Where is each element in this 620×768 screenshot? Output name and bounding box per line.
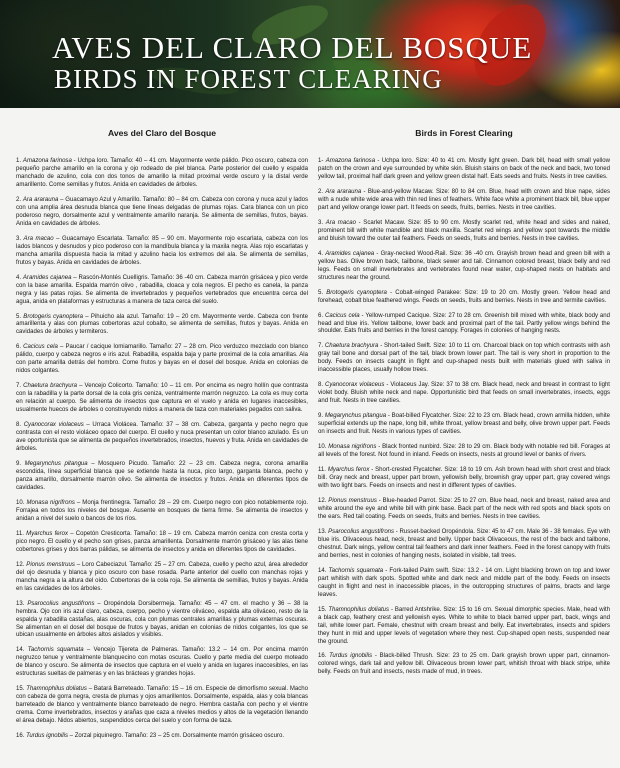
entry-number: 15. <box>16 686 25 693</box>
entry-number: 13. <box>16 600 25 607</box>
species-description: – Guacamayo Azul y Amarillo. Tamaño: 80 – 84 cm. Cabeza con corona y nuca azul y lados con una amplia área desnuda blanca que tiene líneas delgadas de plumas rojas. Cara blanca con un pico poderoso negro, dorsalmente azul y ventralmente amarillo naranja. Se alimenta de semillas, frutos, bayas. Anida en cavidades de árboles. <box>16 196 308 227</box>
species-entry <box>16 733 308 741</box>
spanish-column <box>16 110 308 768</box>
species-description: - Uchpa loro. Tamaño: 40 – 41 cm. Mayormente verde pálido. Pico oscuro, cabeza con pequeño parche amarillo en la corona y ojo rodeado de piel blanca. Parte posterior del cuello y espalda manchado de azulino, cola con dos tonos de amarillo la mitad proximal verde oscuro y la distal verde amarillento. Come semillas y frutos. Anida en cavidades de árboles. <box>16 158 308 188</box>
species-scientific-name: Ara macao <box>23 235 54 242</box>
entry-number: 8. <box>16 422 22 429</box>
species-description: - Uchpa loro. Size: 40 to 41 cm. Mostly light green. Dark bill, head with small yellow patch on the crown and eye surrounded by white skin. Bluish stains on back of the neck and back, two toned yellow tail, proximal half dark green and yellow green distal half. Eats seeds and fruits. Nests in tree cavities. <box>318 158 610 180</box>
english-column <box>318 110 610 768</box>
species-scientific-name: Cyanocorax violaceus <box>325 382 385 389</box>
species-entry <box>318 529 610 561</box>
species-description: - Yellow-rumped Cacique. Size: 27 to 28 cm. Greenish bill mixed with white, black body and head and blue iris. Yellow tailbone, lower back and proximal part of the tail. Partly yellow wings behind the shoulder. Eats fruits and berries in the forest canopy. Forages in colonies of hanging nests. <box>318 312 610 335</box>
species-scientific-name: Tachornis squamata <box>27 647 84 654</box>
species-scientific-name: Brotogeris cyanoptera <box>326 289 387 296</box>
entry-number: 13. <box>318 528 327 535</box>
entry-number: 3. <box>16 235 22 242</box>
species-scientific-name: Monasa nigrifrons <box>26 499 75 506</box>
species-description: - Gray-necked Wood-Rail. Size: 36 -40 cm. Grayish brown head and green bill with a yellow bas. Olive brown back, tailbone, black sewer and tail. Cinnamon colored breast, black belly and red legs. Feeds on small invertebrates and vertebrates found near water, cup-shaped nests on habitats and structures near the ground. <box>318 250 610 281</box>
species-entry <box>16 686 308 726</box>
species-description: – Rascón-Montés Cuelligris. Tamaño: 36 -40 cm. Cabeza marrón grisácea y pico verde con la base amarilla. Espalda marrón olivo , rabadilla, cloaca y cola negros. El pecho es canela, la panza negra y las patas rojas. Se alimenta de invertebrados y pequeños vertebrados que encuentra cerca del agua, anida en plataformas y estructuras a manera de taza cerca del suelo. <box>16 274 308 305</box>
entry-number: 12. <box>16 561 25 568</box>
species-entry <box>318 607 610 647</box>
species-scientific-name: Megarynchus pitangua <box>324 413 387 420</box>
species-scientific-name: Amazona farinosa <box>22 158 72 164</box>
header-banner <box>0 0 620 108</box>
entry-number: 10. <box>318 444 327 451</box>
species-description: - Black-billed Thrush. Size: 23 to 25 cm. Dark grayish brown upper part, cinnamon-colored wings, dark tail and yellow bill. Olivaceous brown lower part, whitish throat with black stripe, white belly. Feeds on fruit and insects, nests made of mud, in trees. <box>318 653 610 676</box>
species-description: - Blue-and-yellow Macaw. Size: 80 to 84 cm. Blue, head with crown and blue nape, sides with a nude white wide area with thin red lines of feathers. White face white a prominent black bill, blue upper part and yellow orange lower part. It feeds on seeds, fruits, berries. Nests in tree cavities. <box>318 188 610 211</box>
species-description: – Urraca Violácea. Tamaño: 37 – 38 cm. Cabeza, garganta y pecho negro que contrasta con el resto violáceo opaco del cuerpo. El cuello y nuca presentan un color blanco azulado. Es un ave oportunista que se alimenta de pequeños invertebrados, insectos, huevos y fruta. Anida en cavidades de árboles. <box>16 422 308 453</box>
entry-number: 5. <box>16 313 22 320</box>
species-entry <box>318 382 610 406</box>
species-entry <box>318 467 610 491</box>
species-entry <box>16 275 308 307</box>
species-scientific-name: Ara macao <box>325 219 356 226</box>
species-description: – Monja frentinegra. Tamaño: 28 – 29 cm. Cuerpo negro con pico notablemente rojo. Forrajea en todos los niveles del bosque. Ausente en bosques de tierra firme. Se alimenta de insectos y anidan a nivel del suelo o bancos de los ríos. <box>16 499 308 522</box>
entry-number: 14. <box>16 647 25 654</box>
species-description: - Black fronted nunbird. Size: 28 to 29 cm. Black body with notable red bill. Forages at all levels of the forest. Not found in inland. Feeds on insects, nests at ground level or banks of rivers. <box>318 444 610 459</box>
english-column-heading: Birds in Forest Clearing <box>415 128 513 138</box>
species-entry <box>16 500 308 524</box>
entry-number: 11. <box>16 530 24 537</box>
species-entry <box>318 343 610 375</box>
entry-number: 3. <box>318 219 324 226</box>
species-scientific-name: Chaetura brachyura <box>324 343 379 350</box>
entry-number: 9. <box>318 413 324 420</box>
species-description: – Loro Cabeciazul. Tamaño: 25 – 27 cm. Cabeza, cuello y pecho azul, área alrededor del ojo desnuda y blanca y pico oscuro con base rosada. Parte anterior del cuello con manchas rojas y mancha negra a la altura del oído. Cobertoras de la cola roja. Se alimenta de semillas, frutos y bayas. Anida en las cavidades de los árboles. <box>16 561 308 592</box>
species-scientific-name: Thamnophilus doliatus <box>328 606 390 613</box>
species-entry <box>16 344 308 376</box>
entry-number: 7. <box>16 383 22 390</box>
species-scientific-name: Pionus menstruus <box>328 497 377 504</box>
entry-number: 6. <box>16 344 22 351</box>
entry-number: 7. <box>318 343 324 350</box>
species-scientific-name: Chaetura brachyura <box>23 383 77 390</box>
entry-number: 4. <box>16 274 22 281</box>
species-entry <box>16 531 308 555</box>
species-scientific-name: Cacicus cela <box>325 312 360 319</box>
species-description: - Cobalt-winged Parakee: Size: 19 to 20 cm. Mostly green. Yellow head and forehead, cobalt blue feathered wings. Feeds on seeds, fruits and berries. Nests in tree and termite cavities. <box>318 289 610 304</box>
entry-number: 9. <box>16 461 22 468</box>
species-scientific-name: Megarynchus pitangua <box>24 461 88 468</box>
species-scientific-name: Psarocolius angustifrons <box>328 528 395 535</box>
species-description: - Short-crested Flycatcher. Size: 18 to 19 cm. Ash brown head with short crest and black bill. Gray neck and breast, upper part brown, yellowish belly, brownish gray upper part, gray covered wings with two light bars. Feeds on insects and nest in different types of cavities. <box>318 467 610 489</box>
species-scientific-name: Amazona farinosa <box>325 158 376 164</box>
entry-number: 5. <box>318 289 324 296</box>
species-scientific-name: Aramides cajanea <box>22 274 72 281</box>
species-entry <box>318 413 610 437</box>
species-scientific-name: Ara ararauna <box>22 196 59 203</box>
spanish-column-heading: Aves del Claro del Bosque <box>107 128 217 138</box>
species-scientific-name: Myarchus ferox <box>327 467 370 474</box>
species-description: - Scarlet Macaw. Size: 85 to 90 cm. Mostly scarlet red, white head and sides and naked, prominent bill with white mandible and black maxilla. Scarlet red wings and yellow spot towards the middle and bluish toward the outer tail feathers. Feeds on seeds, fruits and berries. Nests in tree cavities. <box>318 219 610 242</box>
species-entry <box>16 236 308 268</box>
species-entry <box>318 568 610 600</box>
species-description: – Batará Barreteado. Tamaño: 15 – 16 cm. Especie de dimorfismo sexual. Macho con cabeza de gorra negra, cresta de plumas y ojos amarillentos. Dorsalmente, espalda, alas y cola blancas barreteado de blanco y ventralmente blanco barreteado de negro. Hembra castaña con pecho y el vientre crema. Come invertebrados, insectos y arañas que caza a niveles medios y altos de la vegetación llenando el área debajo. Nidos abiertos, suspendidos cerca del suelo y con forma de taza. <box>16 686 308 725</box>
species-description: – Oropéndola Dorsibermeja. Tamaño: 45 – 47 cm. el macho y 36 – 38 la hembra. Ojo con iris azul claro, cabeza, cuerpo, pecho y vientre oliváceo, espalda alta oliváceo, resto de la espalda y rabadilla castañas, alas oscuras, cola con plumas centrales amarillas y plumas externas oscuras. Se alimentan en el dosel del bosque de frutos y bayas, anidan en colonias de nidos colgantes, los que se ubican usualmente en árboles altos aislados y visibles. <box>16 600 308 639</box>
entry-number: 6. <box>318 312 324 319</box>
species-scientific-name: Monasa nigrifrons <box>328 444 377 451</box>
species-entry <box>318 251 610 283</box>
species-entry <box>318 653 610 677</box>
species-entry <box>16 461 308 493</box>
species-scientific-name: Pionus menstruus <box>26 561 75 568</box>
species-scientific-name: Cacicus cela <box>23 344 58 351</box>
banner-title-english: BIRDS IN FOREST CLEARING <box>54 64 443 94</box>
species-description: - Fork-tailed Palm swift. Size: 13.2 - 14 cm. Light blacking brown on top and lower part whitish with dark spots. Spotted white and dark neck and middle part of the body. Feeds on insects caught in flight and nest in inaccessible places, in the outcropping structures of palms, bracts and large leaves. <box>318 567 610 598</box>
species-description: – Paucar / cacique lomiamarillo. Tamaño: 27 – 28 cm. Pico verduzco mezclado con blanco pálido, cuerpo y cabeza negros e iris azul. Rabadilla, espalda baja y parte proximal de la cola amarillas. Ala con parte amarilla detrás del hombro. Come frutos y bayas en el dosel del bosque. Anida en colonias de nidos colgantes. <box>16 344 308 375</box>
species-entry <box>16 601 308 641</box>
species-entry <box>16 647 308 679</box>
species-scientific-name: Tachornis squamata <box>328 567 384 574</box>
species-description: - Blue-headed Parrot. Size: 25 to 27 cm. Blue head, neck and breast, naked area and white around the eye and white bill with pink base. Back part of the neck with red spots and black spots on the ears. Red tail coating. Feeds on seeds, fruits and berries. Nests in tree cavities. <box>318 497 610 520</box>
spanish-entries <box>16 158 308 741</box>
species-entry <box>16 158 308 190</box>
entry-number: 11. <box>318 467 326 474</box>
species-entry <box>16 562 308 594</box>
entry-number: 12. <box>318 497 327 504</box>
entry-number: 15. <box>318 606 327 613</box>
species-entry <box>318 220 610 244</box>
species-scientific-name: Aramides cajanea <box>325 250 375 257</box>
species-entry <box>318 498 610 522</box>
species-description: – Pihuicho ala azul. Tamaño: 19 – 20 cm. Mayormente verde. Cabeza con frente amarillenta y alas con plumas cobertoras azul cobalto, se alimenta de semillas, frutos y bayas. Anida en cavidades de árboles y termiteros. <box>16 313 308 336</box>
species-description: – Zorzal piquinegro. Tamaño: 23 – 25 cm. Dorsalmente marrón grisáceo oscuro. <box>68 733 285 740</box>
species-description: – Mosquero Picudo. Tamaño: 22 – 23 cm. Cabeza negra, corona amarilla escondida, línea superficial blanca que se extiende hasta la nuca, pico largo, garganta blanca, pecho y panza amarillo, dorsalmente marrón olivo. Se alimenta de insectos y frutos. Anida en diferentes tipos de cavidades. <box>16 461 308 491</box>
species-scientific-name: Brotogeris cyanoptera <box>23 313 84 320</box>
entry-number: 16. <box>318 653 327 660</box>
species-scientific-name: Turdus ignobilis <box>329 653 373 660</box>
banner-title-spanish: AVES DEL CLARO DEL BOSQUE <box>52 30 533 65</box>
species-scientific-name: Turdus ignobilis <box>26 733 68 740</box>
species-scientific-name: Psarocolius angustifrons <box>27 600 95 607</box>
species-entry <box>16 314 308 338</box>
species-description: – Vencejo Tijereta de Palmeras. Tamaño: 13.2 – 14 cm. Por encima marrón negruzco tenue y ventralmente blanquecino con motas oscuras. Cuello y parte media del cuerpo moteado de blanco y oscuro. Se alimenta de insectos que captura en el vuelo y anida en lugares inaccesibles, en las estructuras sueltas de palmeras y en las brácteas y grandes hojas. <box>16 647 308 678</box>
entry-number: 2. <box>318 188 324 195</box>
species-entry <box>16 197 308 229</box>
species-description: - Boat-billed Flycatcher. Size: 22 to 23 cm. Black head, crown armilla hidden, white superficial extends up the nape, long bill, white throat, yellow breast and belly, olive brown upper part. Feeds on insects and fruit. Nests in various types of cavities. <box>318 413 610 436</box>
species-entry <box>318 158 610 182</box>
entry-number: 14. <box>318 567 327 574</box>
entry-number: 1. <box>16 158 22 164</box>
species-entry <box>318 444 610 460</box>
species-entry <box>16 383 308 415</box>
species-description: – Guacamayo Escarlata. Tamaño: 85 – 90 cm. Mayormente rojo escarlata, cabeza con los lados blancos y desnudos y pico poderoso con la mandíbula blanca y la maxila negra. Alas rojo escarlatas y mancha amarilla dispuesta hacia la mitad y azulino hacia los extremos del ala. Se alimenta de semillas, frutos y bayas. Anida en cavidades de árboles. <box>16 235 308 266</box>
species-description: - Short-tailed Swift. Size: 10 to 11 cm. Charcoal black on top which contrasts with ash gray tail bone and dorsal part of the tail, black brown lower part. The tail is very short in proportion to the body. Feeds on insects caught in flight and cup-shaped nests built with materials glued with saliva in inaccessible places, usually hollow trees. <box>318 343 610 374</box>
species-description: - Russet-backed Oropéndola. Size: 45 to 47 cm. Male 36 - 38 females. Eye with blue iris. Olivaceous head, neck, breast and belly. Upper back Olivaceous, the rest of the back and tailbone, chestnut. Dark wings, yellow central tail feathers and dark inner feathers. Feed in the forest canopy with fruits and berries, nest in colonies of hanging nests, isolated in visible, tall trees. <box>318 528 610 559</box>
entry-number: 16. <box>16 733 25 740</box>
species-scientific-name: Thamnophilus doliatus <box>26 686 87 693</box>
species-scientific-name: Myarchus ferox <box>26 530 69 537</box>
entry-number: 4. <box>318 250 324 257</box>
entry-number: 2. <box>16 196 22 203</box>
species-entry <box>318 313 610 337</box>
species-entry <box>16 422 308 454</box>
species-entry <box>318 189 610 213</box>
entry-number: 8. <box>318 382 324 389</box>
species-scientific-name: Cyanocorax violaceus <box>23 422 84 429</box>
species-entry <box>318 290 610 306</box>
entry-number: 10. <box>16 499 25 506</box>
species-description: - Barred Antshrike. Size: 15 to 16 cm. Sexual dimorphic species. Male, head with a black cap, feathery crest and yellowish eyes. White to white to black barred upper part, back, wings and tail, white lower part. Female, chestnut with cream breast and belly. Eat invertebrates, insects and spiders they hunt in mid and upper levels of vegetation where they nest. Cup-shaped open nests, suspended near the ground. <box>318 606 610 645</box>
english-entries <box>318 158 610 677</box>
species-description: – Copetón Cresticorta. Tamaño: 18 – 19 cm. Cabeza marrón ceniza con cresta corta y pico negro. El cuello y el pecho son grises, panza amarillenta. Dorsalmente marrón grisáceo y las alas tiene cobertores grises y dos barras pálidas, se alimenta de insectos y anida en diferentes tipos de cavidades. <box>16 530 308 553</box>
species-scientific-name: Ara ararauna <box>325 188 362 195</box>
species-description: – Vencejo Colicorto. Tamaño: 10 – 11 cm. Por encima es negro hollín que contrasta con la rabadilla y la parte dorsal de la cola gris ceniza, ventralmente marrón negruzco. La cola es muy corta en relación al cuerpo. Se alimenta de insectos que captura en el vuelo y anida en lugares inaccesibles, usualmente huecos de árboles o construyendo nidos a manera de taza con materiales pegados con saliva. <box>16 383 308 414</box>
species-description: - Violaceus Jay. Size: 37 to 38 cm. Black head, neck and breast in contrast to light violet body. Bluish white neck and nape. Opportunistic bird that feeds on small invertebrates, insects, eggs and fruit. Nests in tree cavities. <box>318 382 610 405</box>
entry-number: 1- <box>318 158 324 164</box>
